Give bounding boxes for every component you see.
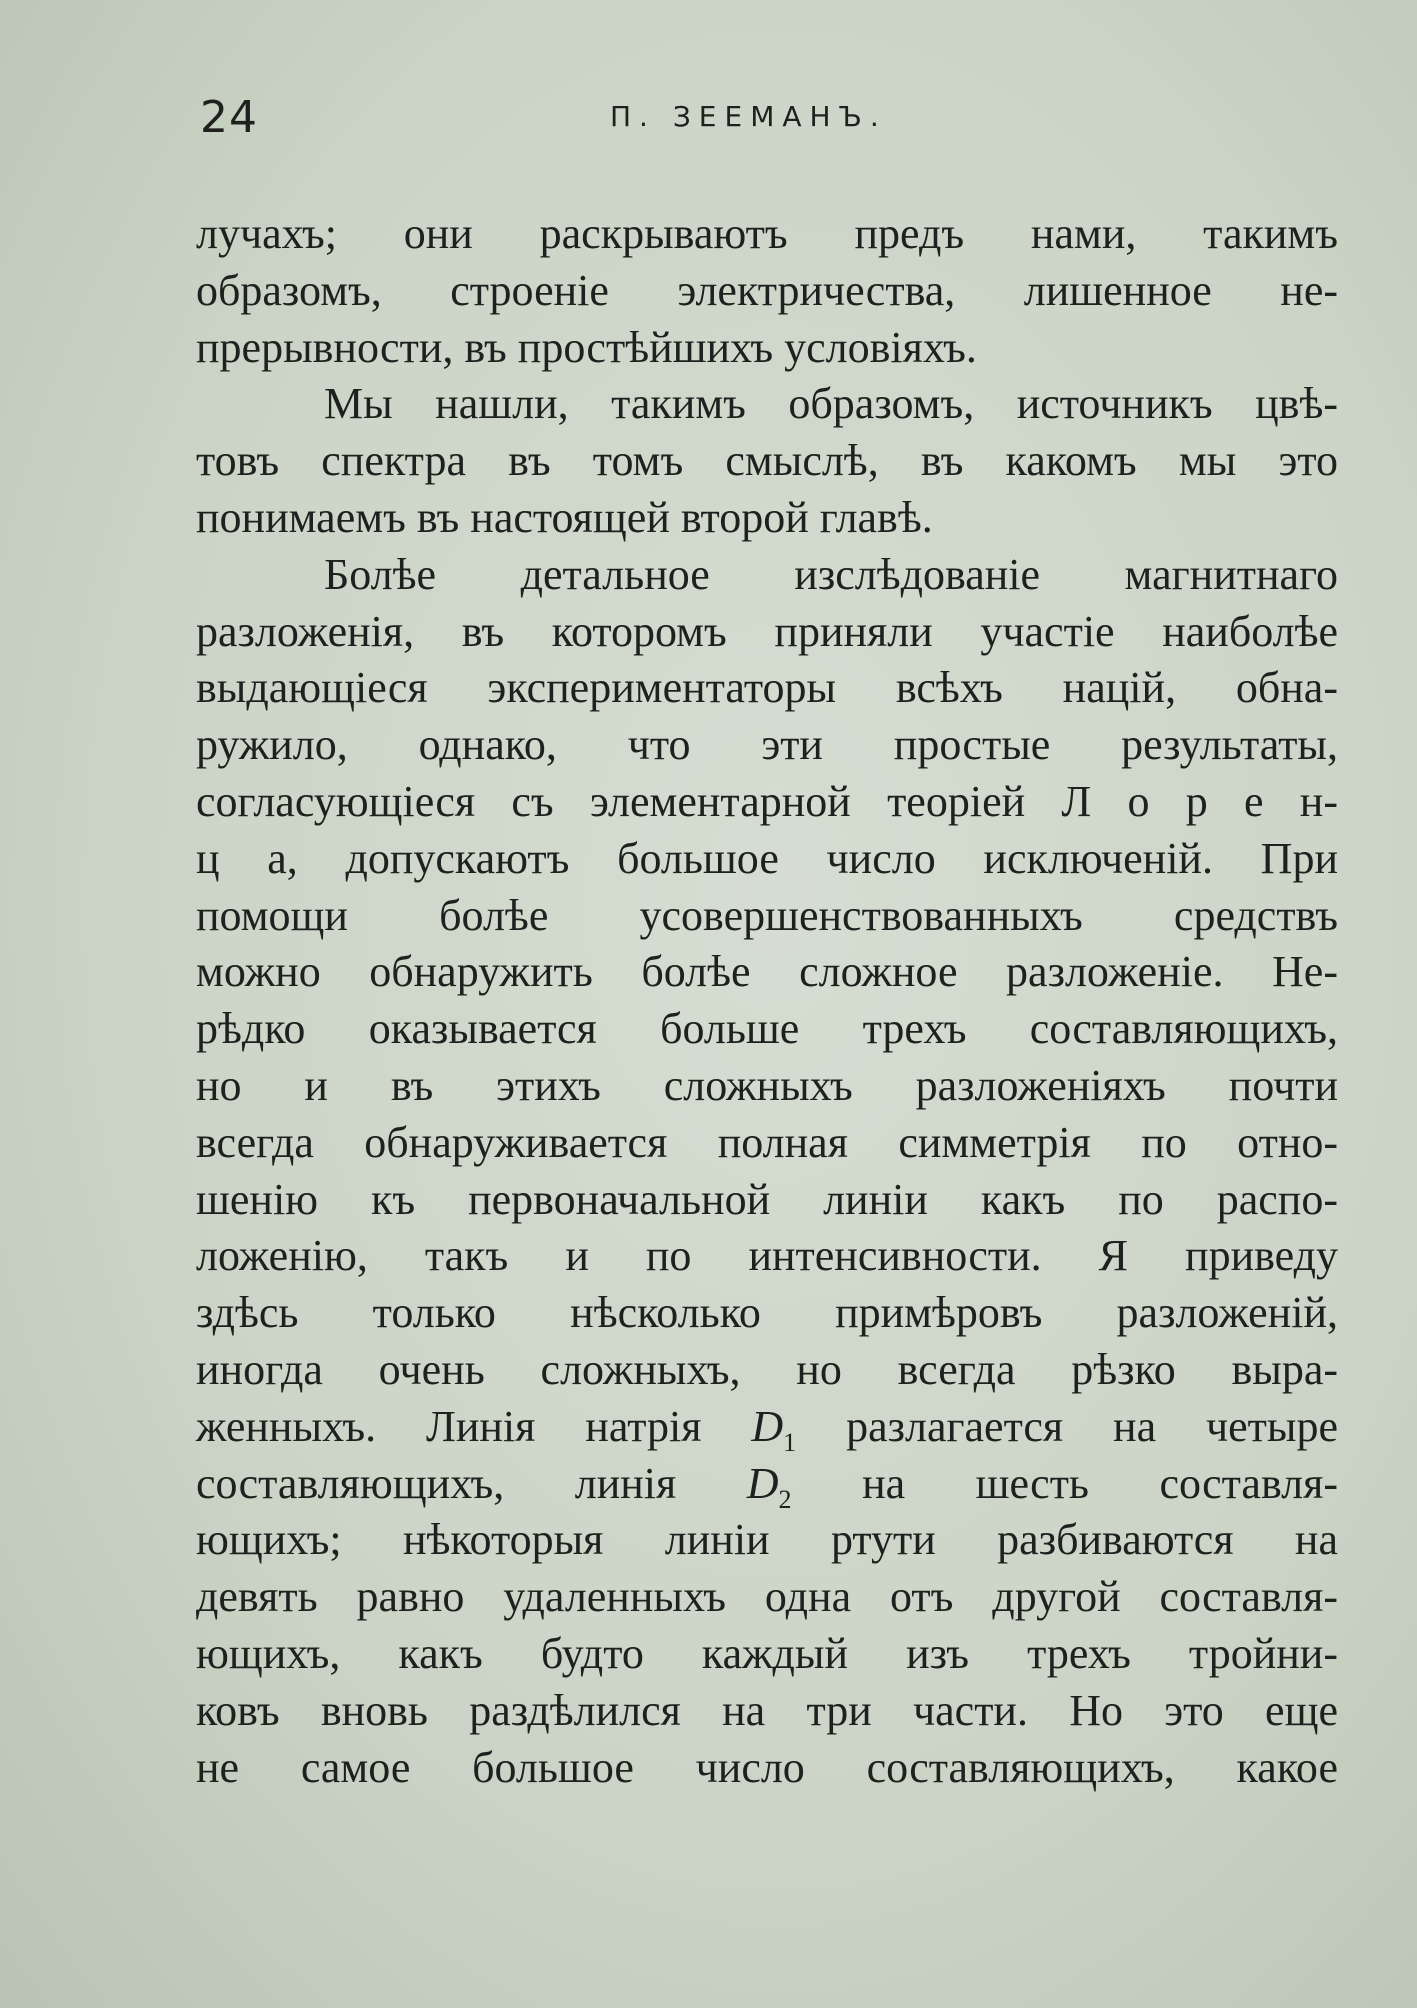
symbol-d: D <box>746 1458 779 1508</box>
text-line: ложенію, такъ и по интенсивности. Я приведу <box>196 1231 1338 1281</box>
text-line: можно обнаружить болѣе сложное разложеніе. Не- <box>196 947 1338 997</box>
text-line: образомъ, строеніе электричества, лишенное не- <box>196 265 1338 315</box>
text-line: прерывности, въ простѣйшихъ условіяхъ. <box>196 322 977 372</box>
text-line: всегда обнаруживается полная симметрія по отно- <box>196 1117 1338 1167</box>
text-segment: на шесть составля- <box>791 1458 1338 1508</box>
text-line: девять равно удаленныхъ одна отъ другой составля- <box>196 1572 1338 1622</box>
text-segment: составляющихъ, линія <box>196 1458 747 1508</box>
text-segment: разлагается на четыре <box>796 1401 1338 1451</box>
text-line: Болѣе детальное изслѣдованіе магнитнаго <box>324 549 1338 599</box>
text-line: согласующіеся съ элементарной теоріей Л о р е н- <box>196 776 1338 826</box>
page-number: 24 <box>200 92 258 143</box>
text-line: Мы нашли, такимъ образомъ, источникъ цвѣ- <box>324 379 1338 429</box>
symbol-d: D <box>751 1401 784 1451</box>
text-line: помощи болѣе усовершенствованныхъ средствъ <box>196 890 1338 940</box>
text-line: товъ спектра въ томъ смыслѣ, въ какомъ мы это <box>196 436 1338 486</box>
text-line-d1 <box>196 1399 1338 1456</box>
text-line: выдающіеся экспериментаторы всѣхъ націй, обна- <box>196 663 1338 713</box>
text-line: иногда очень сложныхъ, но всегда рѣзко выра- <box>196 1344 1338 1394</box>
text-line: ц а, допускаютъ большое число исключеній. При <box>196 833 1338 883</box>
text-line-d2 <box>196 1456 1338 1513</box>
text-line: рѣдко оказывается больше трехъ составляющихъ, <box>196 1004 1338 1054</box>
text-line: шенію къ первоначальной линіи какъ по распо- <box>196 1174 1338 1224</box>
text-line: разложенія, въ которомъ приняли участіе наиболѣе <box>196 606 1338 656</box>
text-line: ющихъ; нѣкоторыя линіи ртути разбиваются на <box>196 1515 1338 1565</box>
page-header <box>200 92 1338 152</box>
text-line: ющихъ, какъ будто каждый изъ трехъ тройни- <box>196 1628 1338 1678</box>
text-line: не самое большое число составляющихъ, какое <box>196 1742 1338 1792</box>
text-line: ружило, однако, что эти простые результаты, <box>196 720 1338 770</box>
text-segment: женныхъ. Линія натрія <box>196 1401 752 1451</box>
body-text <box>196 206 1338 1796</box>
text-line: лучахъ; они раскрываютъ предъ нами, такимъ <box>196 209 1338 258</box>
subscript: 1 <box>783 1427 797 1457</box>
text-line: ковъ вновь раздѣлился на три части. Но это еще <box>196 1685 1338 1735</box>
text-line: понимаемъ въ настоящей второй главѣ. <box>196 492 933 542</box>
running-head: П. ЗЕЕМАНЪ. <box>610 100 887 133</box>
subscript: 2 <box>778 1484 792 1514</box>
text-line: здѣсь только нѣсколько примѣровъ разложеній, <box>196 1288 1338 1338</box>
text-line: но и въ этихъ сложныхъ разложеніяхъ почти <box>196 1060 1338 1110</box>
